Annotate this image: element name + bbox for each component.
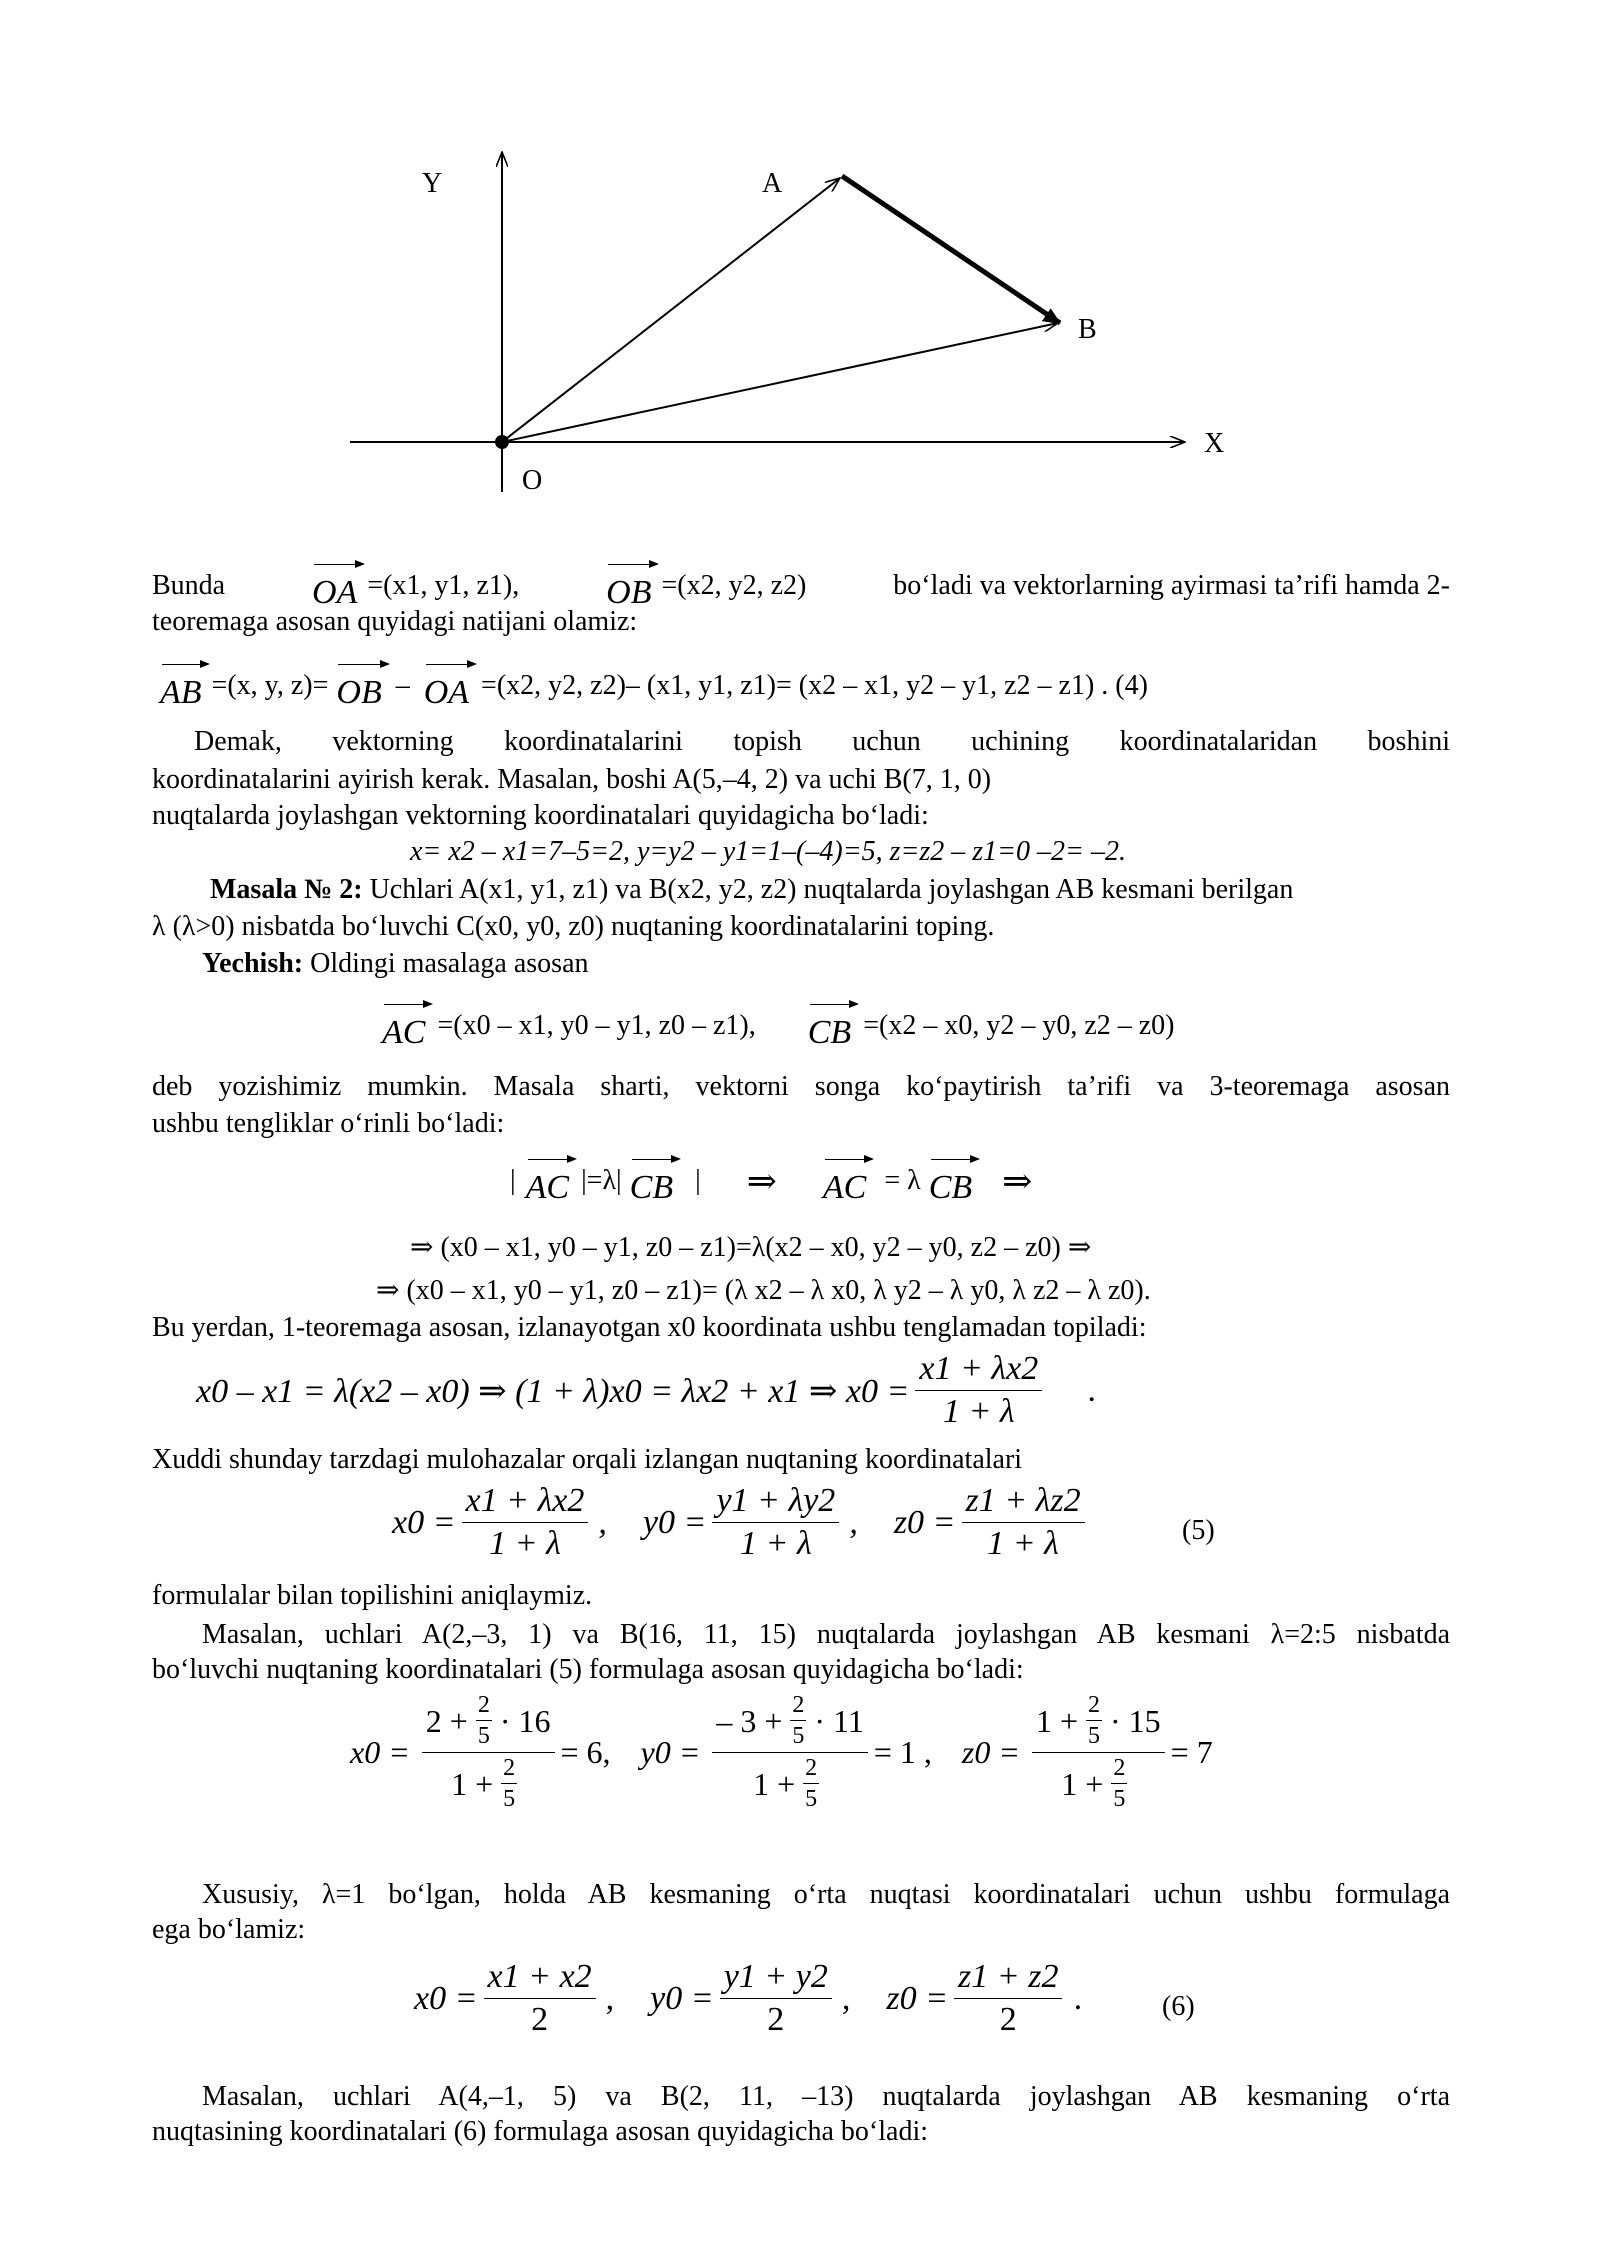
x-axis-label: X xyxy=(1204,428,1225,459)
f6-z-num: z1 + z2 xyxy=(954,1958,1062,1999)
vector-ob xyxy=(502,323,1058,442)
numeric-x-den-a: 1 + xyxy=(451,1765,494,1802)
paragraph-2-line-1: Demak, vektorning koordinatalarini topish uchun uchining koordinatalaridan boshini xyxy=(194,726,1450,757)
vector-cb-symbol: CB xyxy=(808,1000,851,1052)
f5-z-den: 1 + λ xyxy=(987,1525,1059,1562)
formula-5: x0 = $\frac{x1 + \lambda x2}{1 + \lambda}$ , y0 = $\frac{y1 + \lambda y2}{1 + \lambda}$ , z0 = $\frac{z1 + \lambda z2}{1 + \lambda}$ xyxy=(392,1482,1091,1563)
frac-5: 5 xyxy=(477,1723,490,1749)
eq4-minus: – xyxy=(395,670,410,701)
paragraph-2-equation: x= x2 – x1=7–5=2, y=y2 – y1=1–(–4)=5, z=z2 – z1=0 –2= –2. xyxy=(410,836,1126,867)
paragraph-3-line-2: ushbu tengliklar o‘rinli bo‘ladi: xyxy=(152,1108,505,1139)
equation-4 xyxy=(160,660,1148,712)
frac-5: 5 xyxy=(805,1786,818,1812)
numeric-y xyxy=(641,1692,932,1813)
equation-implication-line-3: ⇒ (x0 – x1, y0 – y1, z0 – z1)= (λ x2 – λ x0, λ y2 – λ y0, λ z2 – λ z0). xyxy=(376,1275,1151,1306)
x0-dot: . xyxy=(1088,1371,1097,1409)
numeric-y-fraction xyxy=(712,1692,868,1813)
paragraph-5-line: Xuddi shunday tarzdagi mulohazalar orqali izlangan nuqtaning koordinatalari xyxy=(152,1444,1023,1475)
vector-oa xyxy=(502,178,840,442)
numeric-x xyxy=(350,1692,611,1813)
frac-5: 5 xyxy=(1088,1723,1100,1749)
vector-diagram xyxy=(0,0,1600,520)
paragraph-2-line-3: nuqtalarda joylashgan vektorning koordinatalari quyidagicha bo‘ladi: xyxy=(152,800,929,831)
f6-y-num: y1 + y2 xyxy=(720,1958,832,1999)
masala-line-2: λ (λ>0) nisbatda bo‘luvchi C(x0, y0, z0) nuqtaning koordinatalarini toping. xyxy=(152,911,995,942)
text-bunda: Bunda xyxy=(152,570,226,601)
f5-y-fraction xyxy=(712,1482,839,1563)
masala-text-1: Uchlari A(x1, y1, z1) va B(x2, y2, z2) nuqtalarda joylashgan AB kesmani berilgan xyxy=(362,874,1294,905)
numeric-x-fraction xyxy=(422,1692,555,1813)
formula-6: x0 = $\frac{x1 + x2}{2}$ , y0 = $\frac{y1 + y2}{2}$ , z0 = $\frac{z1 + z2}{2}$ . xyxy=(414,1958,1083,2038)
vector-ob-symbol-2: OB xyxy=(336,660,381,712)
x0-fraction xyxy=(915,1350,1042,1431)
numeric-z-top-a: 1 + xyxy=(1035,1702,1078,1739)
numeric-x-result: = 6, xyxy=(560,1734,611,1770)
ob-coords: =(x2, y2, z2) xyxy=(661,570,807,601)
vector-ac-abs: AC xyxy=(526,1155,569,1207)
f5-z-num: z1 + λz2 xyxy=(962,1482,1085,1523)
vector-ac-symbol: AC xyxy=(382,1000,425,1052)
f5-x-num: x1 + λx2 xyxy=(462,1482,589,1523)
y-axis-label: Y xyxy=(422,168,443,199)
f6-y-den: 2 xyxy=(767,2001,785,2038)
f5-y-den: 1 + λ xyxy=(740,1525,812,1562)
numeric-y-result: = 1 , xyxy=(873,1734,932,1770)
yechish-line xyxy=(202,950,589,978)
paragraph-1-line-1 xyxy=(152,560,1450,612)
formula-6-label: (6) xyxy=(1162,1991,1195,2022)
numeric-z-lhs: z0 = xyxy=(961,1734,1020,1770)
x0-fraction-num: x1 + λx2 xyxy=(915,1350,1042,1391)
frac-5: 5 xyxy=(503,1786,516,1812)
masala-label: Masala № 2: xyxy=(210,874,363,905)
x0-derivation-left: x0 – x1 = λ(x2 – x0) ⇒ (1 + λ)x0 = λx2 + x1 ⇒ x0 = xyxy=(196,1372,910,1410)
numeric-y-lhs: y0 = xyxy=(640,1734,701,1770)
frac-2: 2 xyxy=(803,1755,819,1784)
paragraph-9-line-2: nuqtasining koordinatalari (6) formulaga asosan quyidagicha bo‘ladi: xyxy=(152,2116,929,2147)
vector-cb-abs: CB xyxy=(630,1155,673,1207)
f5-z-fraction xyxy=(962,1482,1085,1563)
paragraph-7-line-2: bo‘luvchi nuqtaning koordinatalari (5) formulaga asosan quyidagicha bo‘ladi: xyxy=(152,1654,1024,1685)
equals-lambda: = λ xyxy=(884,1165,921,1196)
eq4-rest: =(x2, y2, z2)– (x1, y1, z1)= (x2 – x1, y2 – y1, z2 – z1) . (4) xyxy=(481,670,1148,701)
yechish-label: Yechish: xyxy=(202,948,304,979)
eq4-part1: =(x, y, z)= xyxy=(211,670,329,701)
abs-bar-2: | xyxy=(695,1165,701,1196)
f5-x-lhs: x0 = xyxy=(392,1503,456,1541)
ac-coords: =(x0 – x1, y0 – y1, z0 – z1), xyxy=(437,1010,756,1041)
equation-abs xyxy=(510,1155,1032,1207)
numeric-x-top-a: 2 + xyxy=(425,1702,468,1739)
f5-x-den: 1 + λ xyxy=(489,1525,561,1562)
point-b-label: B xyxy=(1078,314,1097,345)
numeric-example xyxy=(350,1692,1213,1813)
vector-oa-symbol-2: OA xyxy=(424,660,469,712)
vector-cb-2: CB xyxy=(929,1155,972,1207)
frac-2: 2 xyxy=(790,1692,806,1721)
implies-2: ⇒ xyxy=(1002,1160,1033,1202)
f5-y-lhs: y0 = xyxy=(642,1503,707,1541)
origin-label: O xyxy=(522,465,543,496)
implies-1: ⇒ xyxy=(746,1160,777,1202)
numeric-z-den-a: 1 + xyxy=(1061,1765,1104,1802)
vector-ab-symbol: AB xyxy=(160,660,202,712)
f5-x-fraction xyxy=(462,1482,589,1563)
f6-x-fraction xyxy=(484,1958,596,2039)
frac-2: 2 xyxy=(501,1755,517,1784)
frac-2: 2 xyxy=(1086,1692,1102,1721)
equation-ac-cb xyxy=(382,1000,1175,1052)
frac-5: 5 xyxy=(792,1723,805,1749)
abs-bar-1: | xyxy=(510,1165,516,1196)
f5-y-num: y1 + λy2 xyxy=(712,1482,839,1523)
numeric-y-top-a: – 3 + xyxy=(716,1702,783,1739)
f5-z-lhs: z0 = xyxy=(893,1503,956,1541)
point-a-label: A xyxy=(762,168,783,199)
numeric-y-top-b: · 11 xyxy=(814,1702,864,1739)
vector-ab xyxy=(842,176,1060,323)
paragraph-2-line-2: koordinatalarini ayirish kerak. Masalan, boshi A(5,–4, 2) va uchi B(7, 1, 0) xyxy=(152,764,992,795)
numeric-z-fraction xyxy=(1032,1692,1165,1813)
origin-point xyxy=(495,435,509,449)
numeric-z-top-b: · 15 xyxy=(1110,1702,1161,1739)
frac-2: 2 xyxy=(1111,1755,1127,1784)
paragraph-7-line-1: Masalan, uchlari A(2,–3, 1) va B(16, 11, 15) nuqtalarda joylashgan AB kesmani λ=2:5 nisbatda xyxy=(202,1619,1450,1650)
cb-coords: =(x2 – x0, y2 – y0, z2 – z0) xyxy=(863,1010,1175,1041)
f6-z-fraction xyxy=(954,1958,1062,2039)
paragraph-8-line-1: Xususiy, λ=1 bo‘lgan, holda AB kesmaning o‘rta nuqtasi koordinatalari uchun ushbu formulaga xyxy=(202,1879,1450,1910)
frac-5: 5 xyxy=(1113,1786,1126,1812)
paragraph-3-line-1: deb yozishimiz mumkin. Masala sharti, vektorni songa ko‘paytirish ta’rifi va 3-teoremaga asosan xyxy=(152,1071,1450,1102)
formula-5-label: (5) xyxy=(1182,1515,1215,1546)
f6-x-num: x1 + x2 xyxy=(484,1958,596,1999)
equation-x0-derivation xyxy=(196,1350,1097,1431)
frac-2: 2 xyxy=(476,1692,492,1721)
paragraph-1-line-2: teoremaga asosan quyidagi natijani olamiz: xyxy=(152,606,638,637)
x0-fraction-den: 1 + λ xyxy=(942,1393,1015,1430)
numeric-y-den-a: 1 + xyxy=(753,1765,796,1802)
f6-z-den: 2 xyxy=(999,2001,1017,2038)
paragraph-9-line-1: Masalan, uchlari A(4,–1, 5) va B(2, 11, –13) nuqtalarda joylashgan AB kesmaning o‘rta xyxy=(202,2081,1450,2112)
abs-mid: |=λ| xyxy=(581,1165,622,1196)
f6-y-fraction xyxy=(720,1958,832,2039)
paragraph-4-line: Bu yerdan, 1-teoremaga asosan, izlanayotgan x0 koordinata ushbu tenglamadan topiladi: xyxy=(152,1312,1147,1343)
oa-coords: =(x1, y1, z1), xyxy=(367,570,520,601)
numeric-x-top-b: · 16 xyxy=(499,1702,551,1739)
yechish-text: Oldingi masalaga asosan xyxy=(303,948,589,979)
paragraph-6-line: formulalar bilan topilishini aniqlaymiz. xyxy=(152,1580,593,1611)
f6-x-den: 2 xyxy=(531,2001,549,2038)
vector-oa-symbol: OA xyxy=(312,560,357,612)
f6-z-lhs: z0 = xyxy=(886,1979,949,2017)
masala-line-1 xyxy=(210,876,1293,904)
numeric-x-lhs: x0 = xyxy=(350,1734,410,1770)
f6-x-lhs: x0 = xyxy=(414,1979,478,2017)
paragraph-1-rest: bo‘ladi va vektorlarning ayirmasi ta’rifi hamda 2- xyxy=(893,570,1450,601)
equation-implication-line-2: ⇒ (x0 – x1, y0 – y1, z0 – z1)=λ(x2 – x0, y2 – y0, z2 – z0) ⇒ xyxy=(410,1232,1092,1263)
vector-ob-symbol: OB xyxy=(606,560,651,612)
f6-y-lhs: y0 = xyxy=(650,1979,714,2017)
vector-ac-2: AC xyxy=(823,1155,866,1207)
numeric-z-result: = 7 xyxy=(1170,1734,1213,1770)
numeric-z xyxy=(962,1692,1213,1813)
paragraph-8-line-2: ega bo‘lamiz: xyxy=(152,1914,306,1945)
